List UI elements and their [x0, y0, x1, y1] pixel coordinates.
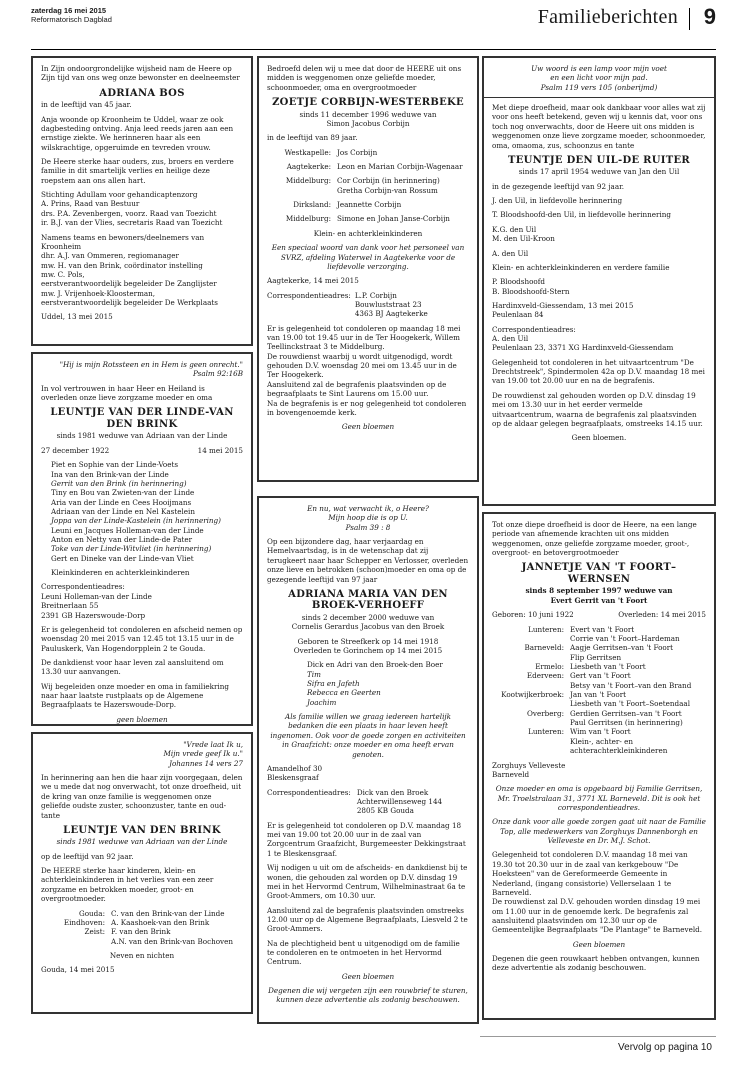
home-address: [492, 761, 706, 780]
relatives-list: [267, 148, 469, 224]
issue-date: zaterdag 16 mei 2015: [31, 6, 107, 15]
signature-line: drs. P.A. Zevenbergen, voorz. Raad van Toezicht: [41, 208, 217, 218]
notice-paragraph: Wij nodigen u uit om de afscheids- en dankdienst bij te wonen, die gehouden zal worden op D.V. dinsdag 19 mei in het Hervormd Centrum, Wilhelminastraat 6a te Groot-Ammers, om 10.30 uur.: [267, 863, 468, 901]
relative-name: A.N. van den Brink-van Bochoven: [111, 936, 233, 946]
relative-name: Corrie van 't Foort–Hardeman: [570, 633, 680, 643]
relative-row: [492, 662, 706, 671]
thanks-note: Onze dank voor alle goede zorgen gaat uit naar de Familie Top, alle medewerkers van Zorghuys Dannenborgh en Velleveste en Dr. M.J. Schot.: [492, 817, 706, 846]
address-line: Leuni Holleman-van der Linde: [41, 591, 152, 601]
relative-place: Barneveld:: [524, 643, 564, 653]
relative-place: [492, 634, 570, 643]
thanks-note: Een speciaal woord van dank voor het personeel van SVRZ, afdeling Waterwel in Aagtekerke voor de liefdevolle verzorging.: [271, 243, 465, 271]
address-line: L.P. Corbijn: [354, 290, 397, 300]
relative-row: [492, 746, 706, 755]
family-member: Gert en Dineke van der Linde-van Vliet: [51, 553, 194, 563]
address-line: Correspondentieadres:: [492, 324, 576, 334]
correspondence-address: [492, 325, 706, 353]
notice-intro: Bedroefd delen wij u mee dat door de HEERE uit ons midden is weggenomen onze geliefde moeder, schoonmoeder, oma en overgrootmoeder: [267, 64, 462, 92]
relative-row: [492, 653, 706, 662]
relative-place: Eindhoven:: [63, 917, 105, 927]
bible-quote: En nu, wat verwacht ik, o Heere?: [307, 504, 429, 513]
relatives-list: [41, 909, 243, 946]
relative-name: Jan van 't Foort: [570, 690, 627, 700]
family-member: Tiny en Bou van Zwieten-van der Linde: [51, 488, 195, 498]
notice-paragraph: Gelegenheid tot condoleren in het uitvaartcentrum "De Drechtstreek", Spindermolen 42a op D.V. maandag 18 mei van 19.00 tot 20.00 uur en na de begrafenis.: [492, 357, 705, 386]
death-date: 14 mei 2015: [197, 445, 243, 455]
newspaper-name: Reformatorisch Dagblad: [31, 15, 112, 24]
bible-quote: Mijn vrede geef Ik u.": [163, 749, 243, 759]
relative-name: C. van den Brink-van der Linde: [111, 908, 225, 918]
death-notice-jannetje-van-t-foort: [482, 512, 716, 1020]
flowers-note: Geen bloemen.: [571, 433, 627, 443]
relative-name: A. Kaashoek-van den Brink: [111, 917, 210, 927]
team-signature: [41, 233, 243, 308]
family-member: M. den Uil-Kroon: [492, 234, 555, 244]
relative-place: [492, 699, 570, 708]
relative-row: [267, 186, 469, 195]
quote-divider: [484, 97, 714, 98]
address-line: A. den Uil: [492, 334, 529, 344]
place-date: Hardinxveld-Giessendam, 13 mei 2015: [492, 300, 634, 310]
place-date: Uddel, 13 mei 2015: [41, 312, 113, 322]
relative-name: Gert van 't Foort: [570, 671, 631, 681]
relative-name: achterachterkleinkinderen: [570, 746, 668, 756]
relative-place: Gouda:: [78, 908, 105, 918]
relative-name: Aagje Gerritsen–van 't Foort: [570, 643, 674, 653]
family-member: Aria van der Linde en Cees Hooijmans: [51, 497, 192, 507]
notice-intro: Tot onze diepe droefheid is door de Heere, na een lange periode van afnemende krachten uit ons midden weggenomen, onze geliefde zorgzame moeder, groot-, overgroot- en betovergrootmoeder: [492, 520, 697, 558]
place-lines: [492, 301, 706, 320]
relative-row: [41, 937, 243, 946]
relative-row: [41, 918, 243, 927]
notice-paragraph: Na de begrafenis is er nog gelegenheid tot condoleren in bovengenoemde kerk.: [267, 398, 467, 417]
relative-name: Jos Corbijn: [337, 147, 378, 157]
relative-name: Cor Corbijn (in herinnering): [337, 176, 440, 186]
signature-line: mw. H. van den Brink, coördinator instelling: [41, 260, 203, 270]
relative-row: [492, 727, 706, 736]
relative-place: Dirksland:: [293, 200, 331, 210]
flowers-note: Geen bloemen: [341, 971, 395, 981]
family-member: Klein- en achterkleinkinderen en verdere familie: [492, 262, 670, 272]
death-notice-teuntje-den-uil: [482, 56, 716, 506]
home-address: [267, 764, 469, 783]
address-line: 2805 KB Gouda: [356, 806, 414, 816]
address-line: Barneveld: [492, 769, 530, 779]
address-line: Breitnerlaan 55: [41, 601, 99, 611]
relative-row: [492, 625, 706, 634]
address-label: Correspondentieadres:: [267, 290, 351, 300]
closing-note: Degenen die geen rouwkaart hebben ontvangen, kunnen deze advertentie als zodanig beschouwen.: [492, 954, 700, 973]
deceased-name: TEUNTJE DEN UIL-DE RUITER: [507, 154, 691, 166]
death-notice-zoetje-corbijn: [257, 56, 479, 482]
notice-age: in de leeftijd van 45 jaar.: [41, 100, 132, 110]
continued-on-page-link[interactable]: Vervolg op pagina 10: [480, 1036, 716, 1058]
notice-paragraph: Er is gelegenheid tot condoleren op maandag 18 mei van 19.00 tot 19.45 uur in de Ter Hoogekerk, Willem Teellinckstraat 3 te Middelburg.: [267, 323, 461, 352]
relative-row: [492, 699, 706, 708]
relative-name: Liesbeth van 't Foort–Soetendaal: [570, 699, 690, 709]
notice-paragraph: Na de plechtigheid bent u uitgenodigd om de familie te condoleren en te ontmoeten in het Hervormd Centrum.: [267, 938, 460, 967]
flowers-note: Geen bloemen: [572, 939, 626, 949]
relative-name: Simone en Johan Janse-Corbijn: [337, 214, 450, 224]
family-wish: Als familie willen we graag iedereen hartelijk bedanken die een plaats in haar leven heeft ingenomen. Ook voor de goede zorgen en activiteiten in Graafzicht: onze moeder en oma heeft ervan genoten.: [270, 712, 466, 759]
relative-row: [492, 709, 706, 718]
relative-place: Westkapelle:: [284, 147, 331, 157]
relative-place: [492, 737, 570, 746]
relative-row: [492, 671, 706, 680]
closing-note: Degenen die wij vergeten zijn een rouwbrief te sturen, kunnen deze advertentie als zodanig beschouwen.: [268, 986, 468, 1005]
family-member: P. Bloodshoofd: [492, 277, 546, 287]
widow-of: sinds 1981 weduwe van Adriaan van der Linde: [56, 837, 228, 847]
relative-name: Liesbeth van 't Foort: [570, 661, 646, 671]
relative-row: [267, 148, 469, 157]
deceased-name: ZOETJE CORBIJN-WESTERBEKE: [272, 97, 464, 109]
deceased-name: ADRIANA MARIA VAN DEN BROEK-VERHOEFF: [288, 588, 448, 612]
notice-paragraph: Aansluitend zal de begrafenis plaatsvinden op de begraafplaats te Sint Laurens om 15.00 uur.: [267, 379, 447, 399]
relative-name: F. van den Brink: [111, 927, 171, 937]
notice-age: in de leeftijd van 89 jaar.: [267, 133, 358, 143]
notice-age: op de leeftijd van 92 jaar.: [41, 851, 134, 861]
relative-row: [41, 909, 243, 918]
relative-row: [492, 718, 706, 727]
relative-place: [492, 718, 570, 727]
signature-line: mw. C. Pols,: [41, 269, 85, 279]
relative-row: [492, 634, 706, 643]
deceased-name: LEUNTJE VAN DER LINDE-VAN DEN BRINK: [50, 407, 234, 430]
address-line: 2391 GB Hazerswoude-Dorp: [41, 610, 146, 620]
notice-paragraph: Gelegenheid tot condoleren D.V. maandag 18 mei van 19.30 tot 20.30 uur in de zaal van kerkgebouw "De Hoeksteen" van de Gereformeerde Gemeente in Nederland, (ingang consistorie) Vellerselaan 1 te Barneveld.: [492, 850, 688, 897]
address-line: Zorghuys Velleveste: [492, 760, 566, 770]
notice-intro: In Zijn ondoorgrondelijke wijsheid nam de Heere op Zijn tijd van ons weg onze bewonster en deelneemster: [41, 64, 240, 83]
relative-place: Middelburg:: [285, 176, 331, 186]
header-divider: [689, 8, 690, 30]
relative-row: [41, 927, 243, 936]
relative-name: Betsy van 't Foort–van den Brand: [570, 680, 692, 690]
correspondence-address: [267, 291, 469, 319]
address-line: Dick van den Broek: [356, 787, 429, 797]
family-member: Piet en Sophie van der Linde-Voets: [51, 460, 179, 470]
relative-place: Zeist:: [84, 927, 105, 937]
relative-name: Evert van 't Foort: [570, 624, 635, 634]
relative-name: Gerdien Gerritsen–van 't Foort: [570, 708, 682, 718]
address-line: Correspondentieadres:: [41, 582, 125, 592]
flowers-note: geen bloemen: [116, 714, 168, 724]
page-number: 9: [703, 4, 716, 29]
family-list: [267, 660, 469, 707]
correspondence-address: [41, 582, 243, 619]
relative-row: [267, 200, 469, 209]
notice-intro: In herinnering aan hen die haar zijn voorgegaan, delen we u mede dat nog onverwacht, tot onze droefheid, uit de kring van onze familie is weggenomen onze geliefde oudste zuster, schoonzuster, tante en oud-tante: [41, 773, 243, 820]
notice-paragraph: Er is gelegenheid tot condoleren op D.V. maandag 18 mei van 19.00 tot 20.00 uur in de zaal van Zorgcentrum Graafzicht, Burgemeester Dekkingstraat 1 te Bleskensgraaf.: [267, 820, 466, 858]
relative-place: Middelburg:: [285, 214, 331, 224]
address-line: Peulenlaan 23, 3371 XG Hardinxveld-Giessendam: [492, 343, 674, 353]
family-member: Tim: [307, 669, 321, 679]
signature-line: mw. J. Vrijenhoek-Kloosterman,: [41, 288, 156, 298]
relative-place: Ermelo:: [535, 661, 564, 671]
relative-place: Lunteren:: [528, 727, 564, 737]
family-member: Adriaan van der Linde en Nel Kastelein: [51, 506, 195, 516]
address-line: Bouwluststraat 23: [354, 299, 422, 309]
death-notice-leuntje-van-den-brink: [31, 732, 253, 1014]
relative-row: [492, 643, 706, 652]
relative-place: [267, 186, 337, 195]
relative-name: Gretha Corbijn-van Rossum: [337, 185, 438, 195]
widow-of-name: Evert Gerrit van 't Foort: [550, 595, 648, 605]
address-label: Correspondentieadres:: [267, 787, 351, 797]
notice-paragraph: De dankdienst voor haar leven zal aansluitend om 13.30 uur aanvangen.: [41, 657, 224, 677]
flowers-note: Geen bloemen: [341, 422, 395, 432]
birth-date: Geboren: 10 juni 1922: [492, 610, 574, 620]
deceased-name: ADRIANA BOS: [99, 87, 185, 99]
relative-row: [267, 162, 469, 171]
family-list: [41, 460, 243, 563]
relative-name: Flip Gerritsen: [570, 652, 622, 662]
relative-row: [267, 214, 469, 223]
bible-quote: en een licht voor mijn pad.: [550, 73, 648, 83]
notice-paragraph: Wij begeleiden onze moeder en oma in familiekring naar haar laatste rustplaats op de Algemene Begraafplaats te Hazerswoude-Dorp.: [41, 681, 229, 710]
notice-age: in de gezegende leeftijd van 92 jaar.: [492, 181, 625, 191]
relative-name: Wim van 't Foort: [570, 727, 631, 737]
notice-paragraph: Er is gelegenheid tot condoleren en afscheid nemen op woensdag 20 mei 2015 van 12.45 tot 13.15 uur in de Pauluskerk, Van Hogendorpplein 2 te Gouda.: [41, 624, 243, 653]
relative-place: Kootwijkerbroek:: [501, 690, 564, 700]
relative-place: [492, 681, 570, 690]
family-member: K.G. den Uil: [492, 224, 537, 234]
relative-row: [492, 690, 706, 699]
widow-of: sinds 8 september 1997 weduwe van: [525, 586, 673, 596]
address-line: Peulenlaan 84: [492, 310, 544, 320]
family-member: Gerrit van den Brink (in herinnering): [51, 478, 187, 488]
nephews-nieces: Neven en nichten: [109, 950, 175, 960]
section-title: Familieberichten: [537, 6, 678, 28]
family-member: Rebecca en Geerten: [307, 688, 381, 698]
deceased-name: JANNETJE VAN 'T FOORT–WERNSEN: [521, 562, 677, 585]
family-member: Toke van der Linde-Witvliet (in herinnering): [51, 544, 212, 554]
signature-line: A. Prins, Raad van Bestuur: [41, 199, 140, 209]
signature-line: ir. B.J. van der Vlies, secretaris Raad van Toezicht: [41, 218, 223, 228]
notice-paragraph: De Heere sterke haar ouders, zus, broers en verdere familie in dit smartelijk verlies en heilige deze roepstem aan ons allen hart.: [41, 157, 234, 185]
death-notice-adriana-bos: [31, 56, 253, 346]
family-member: Sifra en Jafeth: [307, 679, 360, 689]
organisation-signature: [41, 190, 243, 227]
widow-of: sinds 1981 weduwe van Adriaan van der Linde: [56, 431, 228, 441]
address-line: Achterwillenseweg 144: [356, 796, 443, 806]
grandchildren: Kleinkinderen en achterkleinkinderen: [51, 568, 190, 578]
death-date: Overleden: 14 mei 2015: [618, 610, 706, 620]
relative-row: [267, 176, 469, 185]
widow-of: sinds 2 december 2000 weduwe van: [301, 612, 435, 622]
address-line: Amandelhof 30: [267, 763, 323, 773]
relatives-list: [492, 625, 706, 756]
relative-place: Lunteren:: [528, 624, 564, 634]
notice-paragraph: De rouwdienst zal D.V. gehouden worden dinsdag 19 mei om 11.00 uur in de genoemde kerk. De begrafenis zal aansluitend plaatsvinden om 12.30 uur op de Gemeentelijke Begraafplaats "De Plantage" te Barneveld.: [492, 897, 703, 935]
notice-paragraph: Anja woonde op Kroonheim te Uddel, waar ze ook dagbesteding ontving. Anja leed reeds jaren aan een ernstige ziekte. We herinneren haar als een wilskrachtige, opgeruimde en tevreden vrouw.: [41, 114, 234, 152]
relative-place: [492, 653, 570, 662]
deceased-name: LEUNTJE VAN DEN BRINK: [63, 824, 221, 836]
notice-paragraph: De rouwdienst waarbij u wordt uitgenodigd, wordt gehouden D.V. woensdag 20 mei om 13.45 uur in de Ter Hoogekerk.: [267, 351, 457, 380]
relative-name: Paul Gerritsen (in herinnering): [570, 718, 683, 728]
family-member: Dick en Adri van den Broek-den Boer: [307, 660, 443, 670]
relative-place: Aagtekerke:: [286, 162, 331, 172]
grandchildren: Klein- en achterkleinkinderen: [313, 228, 423, 238]
signature-line: eerstverantwoordelijk begeleider De Werkplaats: [41, 298, 218, 308]
death-notice-adriana-van-den-broek: [257, 496, 479, 1024]
address-line: Bleskensgraaf: [267, 773, 319, 783]
birth-info: Geboren te Streefkerk op 14 mei 1918: [297, 636, 439, 646]
family-member: A. den Uil: [492, 248, 529, 258]
family-member: J. den Uil, in liefdevolle herinnering: [492, 196, 623, 206]
family-member: Joppa van der Linde-Kastelein (in herinnering): [51, 516, 221, 526]
bible-reference: Johannes 14 vers 27: [169, 758, 243, 768]
notice-paragraph: De HEERE sterke haar kinderen, klein- en achterkleinkinderen in het verlies van een zeer zorgzame en betrokken moeder, groot- en overgrootmoeder.: [41, 866, 214, 904]
notice-paragraph: De rouwdienst zal gehouden worden op D.V. dinsdag 19 mei om 13.30 uur in het eerder vermelde uitvaartcentrum, waarna de begrafenis zal plaatsvinden op de aldaar gelegen begraafplaats, omstreeks 14.15 uur.: [492, 390, 703, 428]
family-member: Leuni en Jacques Holleman-van der Linde: [51, 525, 204, 535]
relative-name: Klein-, achter- en: [570, 736, 633, 746]
notice-paragraph: Aansluitend zal de begrafenis plaatsvinden omstreeks 12.00 uur op de Algemene Begraafplaats, Liesveld 2 te Groot-Ammers.: [267, 905, 468, 934]
relative-name: Jeannette Corbijn: [337, 200, 402, 210]
relative-place: Overberg:: [527, 708, 564, 718]
family-member: B. Bloodshoofd-Stern: [492, 286, 570, 296]
death-info: Overleden te Gorinchem op 14 mei 2015: [293, 645, 443, 655]
page-header: [31, 6, 716, 48]
notice-intro: Op een bijzondere dag, haar verjaardag en Hemelvaartsdag, is in de wetenschap dat zij terugkeert naar haar Schepper en Verlosser, overleden onze lieve en betrokken (schoon)moeder en oma op de gezegende leeftijd van 97 jaar: [267, 537, 469, 584]
header-rule: [31, 49, 716, 50]
laid-out-note: Onze moeder en oma is opgebaard bij Familie Gerritsen, Mr. Troelstralaan 31, 3771 XL Barneveld. Dit is ook het correspondentieadres.: [495, 784, 703, 812]
place-date: Gouda, 14 mei 2015: [41, 965, 115, 975]
widow-of-name: Simon Jacobus Corbijn: [326, 118, 410, 128]
place-date: Aagtekerke, 14 mei 2015: [267, 276, 359, 286]
death-notice-leuntje-van-der-linde: [31, 352, 253, 726]
bible-quote: "Vrede laat Ik u,: [183, 740, 243, 749]
bible-reference: Psalm 92:16B: [192, 369, 243, 379]
relative-row: [492, 737, 706, 746]
bible-reference: Psalm 39 : 8: [345, 522, 391, 532]
family-member: T. Bloodshoofd-den Uil, in liefdevolle herinnering: [492, 210, 671, 220]
notice-intro: In vol vertrouwen in haar Heer en Heiland is overleden onze lieve zorgzame moeder en oma: [41, 383, 213, 403]
correspondence-address: [267, 788, 469, 816]
bible-reference: Psalm 119 vers 105 (onberijmd): [540, 82, 658, 92]
relative-row: [492, 681, 706, 690]
widow-of: sinds 17 april 1954 weduwe van Jan den Uil: [518, 167, 680, 177]
bible-quote: Mijn hoop die is op U.: [328, 513, 408, 523]
signature-line: Namens teams en bewoners/deelnemers van: [41, 232, 205, 242]
relative-place: [41, 937, 111, 946]
birth-date: 27 december 1922: [41, 445, 110, 455]
address-line: 4363 BJ Aagtekerke: [354, 309, 428, 319]
signature-line: Stichting Adullam voor gehandicaptenzorg: [41, 190, 198, 200]
signature-line: eerstverantwoordelijk begeleider De Zanglijster: [41, 279, 217, 289]
relative-place: Ederveen:: [526, 671, 564, 681]
family-list: [492, 196, 706, 296]
signature-line: Kroonheim: [41, 241, 82, 251]
bible-quote: Uw woord is een lamp voor mijn voet: [531, 64, 667, 73]
widow-of-name: Cornelis Gerardus Jacobus van den Broek: [291, 622, 445, 632]
family-member: Ina van den Brink-van der Linde: [51, 469, 169, 479]
widow-of: sinds 11 december 1996 weduwe van: [299, 109, 437, 119]
family-member: Anton en Netty van der Linde-de Pater: [51, 535, 193, 545]
relative-place: [492, 746, 570, 755]
signature-line: dhr. A.J. van Ommeren, regiomanager: [41, 251, 179, 261]
notice-intro: Met diepe droefheid, maar ook dankbaar voor alles wat zij voor ons heeft betekend, geven wij u kennis dat, voor ons toch nog onverwachts, door de Heere uit ons midden is weggenomen onze lieve zorgzame moeder, schoonmoeder, oma, omaoma, zus, schoonzus en tante: [492, 103, 706, 150]
family-member: Joachim: [307, 697, 337, 707]
relative-name: Leon en Marian Corbijn-Wagenaar: [337, 162, 463, 172]
bible-quote: "Hij is mijn Rotssteen en in Hem is geen onrecht.": [59, 360, 243, 369]
